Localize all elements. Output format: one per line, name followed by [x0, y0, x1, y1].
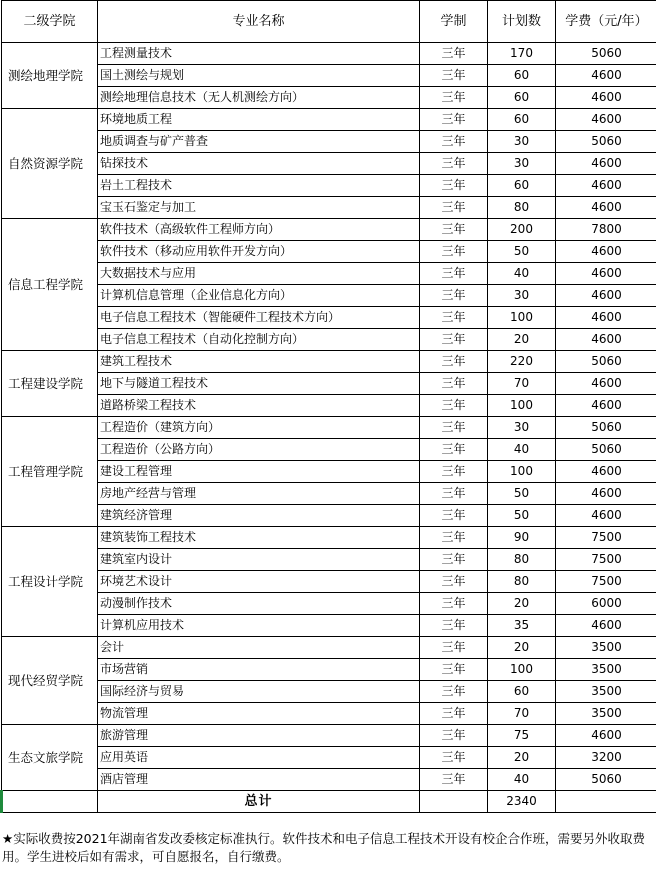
major-cell[interactable]: 国际经济与贸易	[98, 681, 420, 703]
plan-cell[interactable]: 220	[488, 351, 556, 373]
table-row	[2, 615, 656, 637]
table-row	[2, 417, 656, 439]
total-plan[interactable]: 2340	[488, 791, 556, 813]
header-years[interactable]: 学制	[420, 1, 488, 43]
plan-cell[interactable]: 50	[488, 505, 556, 527]
fee-cell[interactable]: 4600	[556, 175, 656, 197]
plan-cell[interactable]: 100	[488, 659, 556, 681]
major-cell[interactable]: 物流管理	[98, 703, 420, 725]
major-cell[interactable]: 房地产经营与管理	[98, 483, 420, 505]
table-row	[2, 439, 656, 461]
years-cell[interactable]: 三年	[420, 439, 488, 461]
years-cell[interactable]: 三年	[420, 175, 488, 197]
major-cell[interactable]: 地质调查与矿产普查	[98, 131, 420, 153]
plan-cell[interactable]: 75	[488, 725, 556, 747]
major-cell[interactable]: 旅游管理	[98, 725, 420, 747]
major-cell[interactable]: 会计	[98, 637, 420, 659]
table-row	[2, 373, 656, 395]
major-cell[interactable]: 建筑工程技术	[98, 351, 420, 373]
fee-cell[interactable]: 4600	[556, 461, 656, 483]
years-cell[interactable]: 三年	[420, 241, 488, 263]
fee-cell[interactable]: 4600	[556, 395, 656, 417]
plan-cell[interactable]: 60	[488, 175, 556, 197]
years-cell[interactable]: 三年	[420, 593, 488, 615]
years-cell[interactable]: 三年	[420, 329, 488, 351]
table-row	[2, 571, 656, 593]
plan-cell[interactable]: 30	[488, 153, 556, 175]
major-cell[interactable]: 工程造价（建筑方向）	[98, 417, 420, 439]
major-cell[interactable]: 建筑室内设计	[98, 549, 420, 571]
major-cell[interactable]: 电子信息工程技术（智能硬件工程技术方向）	[98, 307, 420, 329]
table-row	[2, 241, 656, 263]
major-cell[interactable]: 钻探技术	[98, 153, 420, 175]
table-row	[2, 329, 656, 351]
fee-note: ★实际收费按2021年湖南省发改委核定标准执行。软件技术和电子信息工程技术开设有校企合作班，需要另外收取费用。学生进校后如有需求，可自愿报名，自行缴费。	[2, 831, 646, 864]
fee-cell[interactable]: 5060	[556, 43, 656, 65]
major-cell[interactable]: 测绘地理信息技术（无人机测绘方向）	[98, 87, 420, 109]
table-row	[2, 109, 656, 131]
major-cell[interactable]: 动漫制作技术	[98, 593, 420, 615]
table-row	[2, 681, 656, 703]
college-cell[interactable]: 信息工程学院	[2, 219, 98, 351]
fee-cell[interactable]: 4600	[556, 241, 656, 263]
major-cell[interactable]: 工程造价（公路方向）	[98, 439, 420, 461]
plan-cell[interactable]: 20	[488, 747, 556, 769]
fee-cell[interactable]: 4600	[556, 65, 656, 87]
years-cell[interactable]: 三年	[420, 87, 488, 109]
table-row	[2, 527, 656, 549]
plan-cell[interactable]: 60	[488, 681, 556, 703]
major-cell[interactable]: 软件技术（移动应用软件开发方向）	[98, 241, 420, 263]
plan-cell[interactable]: 70	[488, 703, 556, 725]
college-cell[interactable]: 工程管理学院	[2, 417, 98, 527]
table-row	[2, 483, 656, 505]
fee-cell[interactable]: 4600	[556, 263, 656, 285]
table-row	[2, 153, 656, 175]
fee-cell[interactable]: 5060	[556, 439, 656, 461]
table-row	[2, 395, 656, 417]
fee-cell[interactable]: 5060	[556, 769, 656, 791]
total-years-cell[interactable]	[420, 791, 488, 813]
total-label[interactable]: 总计	[98, 791, 420, 813]
years-cell[interactable]: 三年	[420, 549, 488, 571]
fee-cell[interactable]: 7500	[556, 571, 656, 593]
table-row	[2, 593, 656, 615]
plan-cell[interactable]: 35	[488, 615, 556, 637]
fee-cell[interactable]: 7500	[556, 527, 656, 549]
major-cell[interactable]: 电子信息工程技术（自动化控制方向）	[98, 329, 420, 351]
fee-cell[interactable]: 4600	[556, 109, 656, 131]
years-cell[interactable]: 三年	[420, 43, 488, 65]
header-row	[2, 1, 656, 43]
college-cell[interactable]: 现代经贸学院	[2, 637, 98, 725]
major-cell[interactable]: 酒店管理	[98, 769, 420, 791]
plan-cell[interactable]: 40	[488, 263, 556, 285]
table-row	[2, 65, 656, 87]
years-cell[interactable]: 三年	[420, 659, 488, 681]
fee-cell[interactable]: 4600	[556, 153, 656, 175]
fee-cell[interactable]: 7800	[556, 219, 656, 241]
fee-cell[interactable]: 4600	[556, 87, 656, 109]
major-cell[interactable]: 建筑经济管理	[98, 505, 420, 527]
major-cell[interactable]: 道路桥梁工程技术	[98, 395, 420, 417]
fee-cell[interactable]: 3500	[556, 681, 656, 703]
years-cell[interactable]: 三年	[420, 637, 488, 659]
major-cell[interactable]: 环境艺术设计	[98, 571, 420, 593]
fee-cell[interactable]: 4600	[556, 483, 656, 505]
plan-cell[interactable]: 70	[488, 373, 556, 395]
table-row	[2, 351, 656, 373]
header-fee[interactable]: 学费（元/年）	[556, 1, 656, 43]
plan-cell[interactable]: 200	[488, 219, 556, 241]
years-cell[interactable]: 三年	[420, 131, 488, 153]
plan-cell[interactable]: 170	[488, 43, 556, 65]
plan-cell[interactable]: 30	[488, 417, 556, 439]
years-cell[interactable]: 三年	[420, 505, 488, 527]
plan-cell[interactable]: 30	[488, 131, 556, 153]
years-cell[interactable]: 三年	[420, 307, 488, 329]
fee-cell[interactable]: 4600	[556, 197, 656, 219]
fee-cell[interactable]: 7500	[556, 549, 656, 571]
table-row	[2, 637, 656, 659]
header-plan[interactable]: 计划数	[488, 1, 556, 43]
fee-cell[interactable]: 3500	[556, 637, 656, 659]
plan-cell[interactable]: 20	[488, 329, 556, 351]
plan-cell[interactable]: 80	[488, 549, 556, 571]
table-row	[2, 549, 656, 571]
fee-cell[interactable]: 4600	[556, 373, 656, 395]
years-cell[interactable]: 三年	[420, 219, 488, 241]
plan-cell[interactable]: 60	[488, 65, 556, 87]
plan-cell[interactable]: 40	[488, 439, 556, 461]
fee-cell[interactable]: 4600	[556, 307, 656, 329]
table-row	[2, 197, 656, 219]
years-cell[interactable]: 三年	[420, 417, 488, 439]
years-cell[interactable]: 三年	[420, 285, 488, 307]
table-row	[2, 725, 656, 747]
fee-cell[interactable]: 5060	[556, 131, 656, 153]
years-cell[interactable]: 三年	[420, 615, 488, 637]
table-row	[2, 87, 656, 109]
major-cell[interactable]: 国土测绘与规划	[98, 65, 420, 87]
header-major[interactable]: 专业名称	[98, 1, 420, 43]
table-row	[2, 703, 656, 725]
years-cell[interactable]: 三年	[420, 571, 488, 593]
college-cell[interactable]: 自然资源学院	[2, 109, 98, 219]
fee-cell[interactable]: 4600	[556, 329, 656, 351]
table-row	[2, 43, 656, 65]
fee-cell[interactable]: 3500	[556, 703, 656, 725]
header-college[interactable]: 二级学院	[2, 1, 98, 43]
years-cell[interactable]: 三年	[420, 527, 488, 549]
major-cell[interactable]: 计算机应用技术	[98, 615, 420, 637]
years-cell[interactable]: 三年	[420, 373, 488, 395]
plan-cell[interactable]: 20	[488, 593, 556, 615]
table-row	[2, 505, 656, 527]
plan-cell[interactable]: 60	[488, 87, 556, 109]
fee-cell[interactable]: 4600	[556, 615, 656, 637]
fee-cell[interactable]: 3500	[556, 659, 656, 681]
years-cell[interactable]: 三年	[420, 747, 488, 769]
table-row	[2, 219, 656, 241]
table-row	[2, 263, 656, 285]
plan-cell[interactable]: 100	[488, 307, 556, 329]
major-cell[interactable]: 宝玉石鉴定与加工	[98, 197, 420, 219]
plan-cell[interactable]: 80	[488, 571, 556, 593]
major-cell[interactable]: 大数据技术与应用	[98, 263, 420, 285]
fee-cell[interactable]: 6000	[556, 593, 656, 615]
major-cell[interactable]: 地下与隧道工程技术	[98, 373, 420, 395]
years-cell[interactable]: 三年	[420, 65, 488, 87]
fee-cell[interactable]: 5060	[556, 417, 656, 439]
table-row	[2, 285, 656, 307]
plan-cell[interactable]: 40	[488, 769, 556, 791]
years-cell[interactable]: 三年	[420, 461, 488, 483]
plan-cell[interactable]: 20	[488, 637, 556, 659]
years-cell[interactable]: 三年	[420, 725, 488, 747]
major-cell[interactable]: 应用英语	[98, 747, 420, 769]
plan-cell[interactable]: 80	[488, 197, 556, 219]
years-cell[interactable]: 三年	[420, 109, 488, 131]
plan-cell[interactable]: 100	[488, 395, 556, 417]
major-cell[interactable]: 建设工程管理	[98, 461, 420, 483]
major-cell[interactable]: 岩土工程技术	[98, 175, 420, 197]
plan-cell[interactable]: 100	[488, 461, 556, 483]
years-cell[interactable]: 三年	[420, 703, 488, 725]
fee-cell[interactable]: 3200	[556, 747, 656, 769]
plan-cell[interactable]: 30	[488, 285, 556, 307]
table-row	[2, 747, 656, 769]
fee-cell[interactable]: 4600	[556, 285, 656, 307]
plan-cell[interactable]: 50	[488, 241, 556, 263]
plan-cell[interactable]: 50	[488, 483, 556, 505]
total-fee-cell[interactable]	[556, 791, 656, 813]
years-cell[interactable]: 三年	[420, 153, 488, 175]
table-row	[2, 659, 656, 681]
major-cell[interactable]: 软件技术（高级软件工程师方向）	[98, 219, 420, 241]
fee-cell[interactable]: 4600	[556, 505, 656, 527]
years-cell[interactable]: 三年	[420, 395, 488, 417]
total-blank-cell[interactable]	[2, 791, 98, 813]
table-row	[2, 175, 656, 197]
major-cell[interactable]: 计算机信息管理（企业信息化方向）	[98, 285, 420, 307]
plan-cell[interactable]: 90	[488, 527, 556, 549]
years-cell[interactable]: 三年	[420, 769, 488, 791]
years-cell[interactable]: 三年	[420, 681, 488, 703]
college-cell[interactable]: 工程设计学院	[2, 527, 98, 637]
years-cell[interactable]: 三年	[420, 263, 488, 285]
total-row	[2, 791, 656, 813]
college-cell[interactable]: 工程建设学院	[2, 351, 98, 417]
table-body	[2, 43, 656, 791]
years-cell[interactable]: 三年	[420, 483, 488, 505]
fee-cell[interactable]: 4600	[556, 725, 656, 747]
years-cell[interactable]: 三年	[420, 351, 488, 373]
years-cell[interactable]: 三年	[420, 197, 488, 219]
fee-cell[interactable]: 5060	[556, 351, 656, 373]
table-row	[2, 461, 656, 483]
table-row	[2, 307, 656, 329]
major-cell[interactable]: 建筑装饰工程技术	[98, 527, 420, 549]
college-cell[interactable]: 生态文旅学院	[2, 725, 98, 791]
major-cell[interactable]: 工程测量技术	[98, 43, 420, 65]
college-cell[interactable]: 测绘地理学院	[2, 43, 98, 109]
major-cell[interactable]: 市场营销	[98, 659, 420, 681]
major-cell[interactable]: 环境地质工程	[98, 109, 420, 131]
plan-cell[interactable]: 60	[488, 109, 556, 131]
table-row	[2, 769, 656, 791]
table-row	[2, 131, 656, 153]
